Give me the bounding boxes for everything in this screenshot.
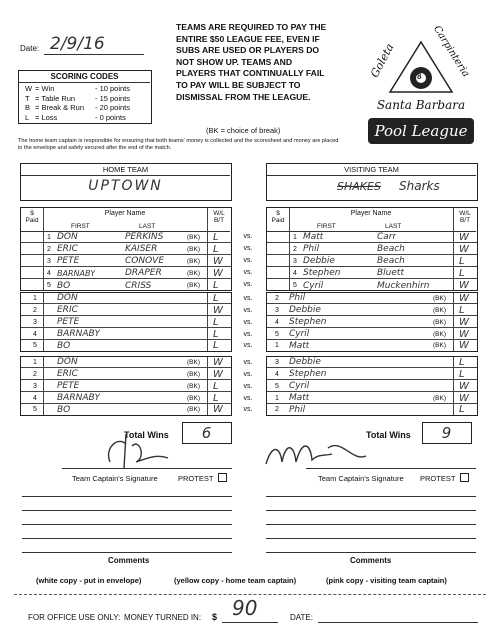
table-row: 4 Stephen Bluett L — [267, 268, 477, 279]
table-row: 4 BARNABY L — [21, 329, 231, 340]
table-row: 3 PETE L — [21, 317, 231, 328]
scoring-codes-box — [18, 70, 152, 124]
table-row: 5 Cyril W — [267, 381, 477, 392]
logo-arc-left: Goleta — [367, 41, 397, 80]
wl-header: W/L B/T — [459, 210, 471, 224]
table-row: 1 Matt (BK) W — [275, 340, 469, 351]
scoring-code-row: W = Win - 10 points — [25, 84, 131, 93]
visiting-team-name: Sharks — [399, 179, 440, 193]
table-row: 1 Matt Carr W — [267, 232, 477, 243]
vs-label: vs. — [243, 383, 253, 390]
table-row: 3 PETE (BK) L — [21, 381, 231, 392]
table-row: 2 ERIC W — [21, 305, 231, 316]
home-team-rule — [21, 175, 230, 176]
home-captain-signature — [96, 428, 176, 472]
table-row: 5 Cyril (BK) W — [267, 329, 477, 340]
visiting-team-name-struck: SHAKES — [337, 180, 381, 193]
logo-arc-right: Carpinteria — [431, 23, 472, 80]
money-turned-in-label: MONEY TURNED IN: — [124, 613, 202, 622]
vs-label: vs. — [243, 359, 253, 366]
table-row: 1 Matt (BK) W — [267, 393, 477, 404]
home-signature-label: Team Captain's Signature — [72, 474, 158, 483]
comment-line — [266, 552, 476, 553]
table-row: 2 Phil Beach W — [267, 244, 477, 255]
notice-line: TO PAY WILL BE SUBJECT TO — [176, 79, 301, 90]
table-row: 3 Debbie (BK) L — [267, 305, 477, 316]
bk-note: (BK = choice of break) — [206, 126, 281, 135]
scoring-code-row: B = Break & Run - 20 points — [25, 103, 131, 112]
date-value: 2/9/16 — [50, 34, 105, 54]
office-date-label: DATE: — [290, 613, 313, 622]
round1-away-table — [266, 207, 478, 291]
scoring-codes-title: SCORING CODES — [50, 72, 119, 81]
scoring-title-rule — [19, 82, 150, 83]
visiting-team-rule — [267, 175, 476, 176]
date-underline — [44, 54, 144, 55]
away-total-wins-value: 9 — [441, 424, 452, 442]
notice-line: ENTIRE $50 LEAGUE FEE, EVEN IF — [176, 33, 320, 44]
notice-line: SUBS ARE USED OR PLAYERS DO — [176, 45, 320, 56]
notice-line: PLAYERS THAT CONTINUALLY FAIL — [176, 68, 325, 79]
home-total-wins-label: Total Wins — [124, 430, 169, 440]
logo-city: Santa Barbara — [376, 98, 466, 112]
comment-line — [266, 496, 476, 497]
visiting-team-label: VISITING TEAM — [344, 165, 399, 174]
away-protest-checkbox[interactable] — [460, 473, 469, 482]
table-row: 5 Cyril Muckenhirn W — [293, 280, 469, 291]
vs-label: vs. — [243, 371, 253, 378]
scoring-code-row: T = Table Run - 15 points — [25, 93, 131, 103]
vs-label: vs. — [243, 319, 253, 326]
table-row: 4 BARNABY DRAPER (BK) W — [21, 268, 231, 279]
dollar-sign: $ — [212, 612, 218, 622]
wl-header: W/L B/T — [213, 210, 225, 224]
player-name-header: Player Name — [350, 210, 392, 217]
league-fee-notice — [176, 22, 354, 103]
round2-home-table — [20, 292, 232, 352]
away-comments-label: Comments — [350, 556, 392, 565]
table-row: 2 ERIC (BK) W — [21, 369, 231, 380]
league-logo — [360, 12, 482, 152]
table-row: 1 DON L — [21, 293, 231, 304]
office-divider — [14, 594, 486, 595]
home-team-label: HOME TEAM — [102, 165, 149, 174]
away-signature-line — [306, 468, 476, 469]
scoring-code-row: L = Loss - 0 points — [25, 112, 126, 122]
office-date-underline — [318, 622, 478, 623]
notice-line: DISMISSAL FROM THE LEAGUE. — [176, 91, 311, 102]
round2-away-table — [266, 292, 478, 352]
home-protest-checkbox[interactable] — [218, 473, 227, 482]
first-header: FIRST — [71, 223, 90, 230]
round3-away-table — [266, 356, 478, 416]
comment-line — [266, 538, 476, 539]
comment-line — [22, 524, 232, 525]
vs-label: vs. — [243, 342, 253, 349]
round3-home-table — [20, 356, 232, 416]
home-protest-label: PROTEST — [178, 474, 214, 483]
home-total-wins-box — [182, 422, 232, 444]
table-row: 2 Phil L — [275, 404, 465, 415]
last-header: LAST — [385, 223, 402, 230]
away-total-wins-box — [422, 422, 472, 444]
notice-line: NOT SHOW UP. TEAMS AND — [176, 56, 293, 67]
table-row: 2 Phil (BK) W — [267, 293, 477, 304]
home-total-wins-value: 6 — [201, 424, 212, 442]
money-underline — [222, 622, 278, 623]
vs-label: vs. — [243, 406, 253, 413]
yellow-copy-note: (yellow copy - home team captain) — [174, 576, 297, 585]
table-row: 2 ERIC KAISER (BK) L — [21, 244, 231, 255]
comment-line — [266, 510, 476, 511]
table-row: 3 Debbie Beach L — [267, 256, 477, 267]
paid-header: $ Paid — [25, 210, 39, 224]
visiting-team-box — [266, 163, 478, 201]
vs-label: vs. — [243, 269, 253, 276]
table-row: 1 DON PERKINS (BK) L — [21, 232, 231, 243]
away-total-wins-label: Total Wins — [366, 430, 411, 440]
table-row: 4 Stephen L — [267, 369, 477, 380]
paid-header: $ Paid — [271, 210, 285, 224]
table-row: 3 Debbie L — [267, 357, 477, 368]
table-row: 1 DON (BK) W — [21, 357, 231, 368]
vs-label: vs. — [243, 307, 253, 314]
home-team-box — [20, 163, 232, 201]
round1-home-table — [20, 207, 232, 291]
logo-banner: Pool League — [374, 122, 468, 140]
white-copy-note: (white copy - put in envelope) — [36, 576, 142, 585]
away-signature-label: Team Captain's Signature — [318, 474, 404, 483]
pink-copy-note: (pink copy - visiting team captain) — [326, 576, 447, 585]
table-row: 5 BO CRISS (BK) L — [47, 280, 219, 291]
vs-label: vs. — [243, 331, 253, 338]
date-label: Date: — [20, 44, 40, 53]
home-signature-line — [62, 468, 232, 469]
money-turned-in-value: 90 — [232, 596, 258, 620]
first-header: FIRST — [317, 223, 336, 230]
vs-label: vs. — [243, 395, 253, 402]
table-row: 4 BARNABY (BK) L — [21, 393, 231, 404]
vs-label: vs. — [243, 257, 253, 264]
comment-line — [22, 538, 232, 539]
vs-label: vs. — [243, 233, 253, 240]
comment-line — [22, 496, 232, 497]
table-row: 3 PETE CONOVE (BK) W — [21, 256, 231, 267]
player-name-header: Player Name — [104, 210, 146, 217]
home-comments-label: Comments — [108, 556, 150, 565]
home-team-name: UPTOWN — [88, 178, 163, 194]
vs-label: vs. — [243, 281, 253, 288]
notice-line: TEAMS ARE REQUIRED TO PAY THE — [176, 22, 327, 32]
comment-line — [22, 552, 232, 553]
vs-label: vs. — [243, 245, 253, 252]
scoring-codes-list — [25, 84, 130, 122]
away-protest-label: PROTEST — [420, 474, 456, 483]
table-row: 5 BO L — [33, 340, 219, 351]
comment-line — [266, 524, 476, 525]
table-row: 4 Stephen (BK) W — [267, 317, 477, 328]
table-row: 5 BO (BK) W — [33, 404, 223, 415]
vs-label: vs. — [243, 295, 253, 302]
logo-ball-number: 8 — [417, 72, 422, 81]
captain-note: The home team captain is responsible for ensuring that both teams' money is collected and the scoresheet and money are placed in the envelope and safely secured after the end of the match. — [18, 138, 339, 151]
last-header: LAST — [139, 223, 156, 230]
comment-line — [22, 510, 232, 511]
office-use-label: FOR OFFICE USE ONLY: — [28, 613, 121, 622]
